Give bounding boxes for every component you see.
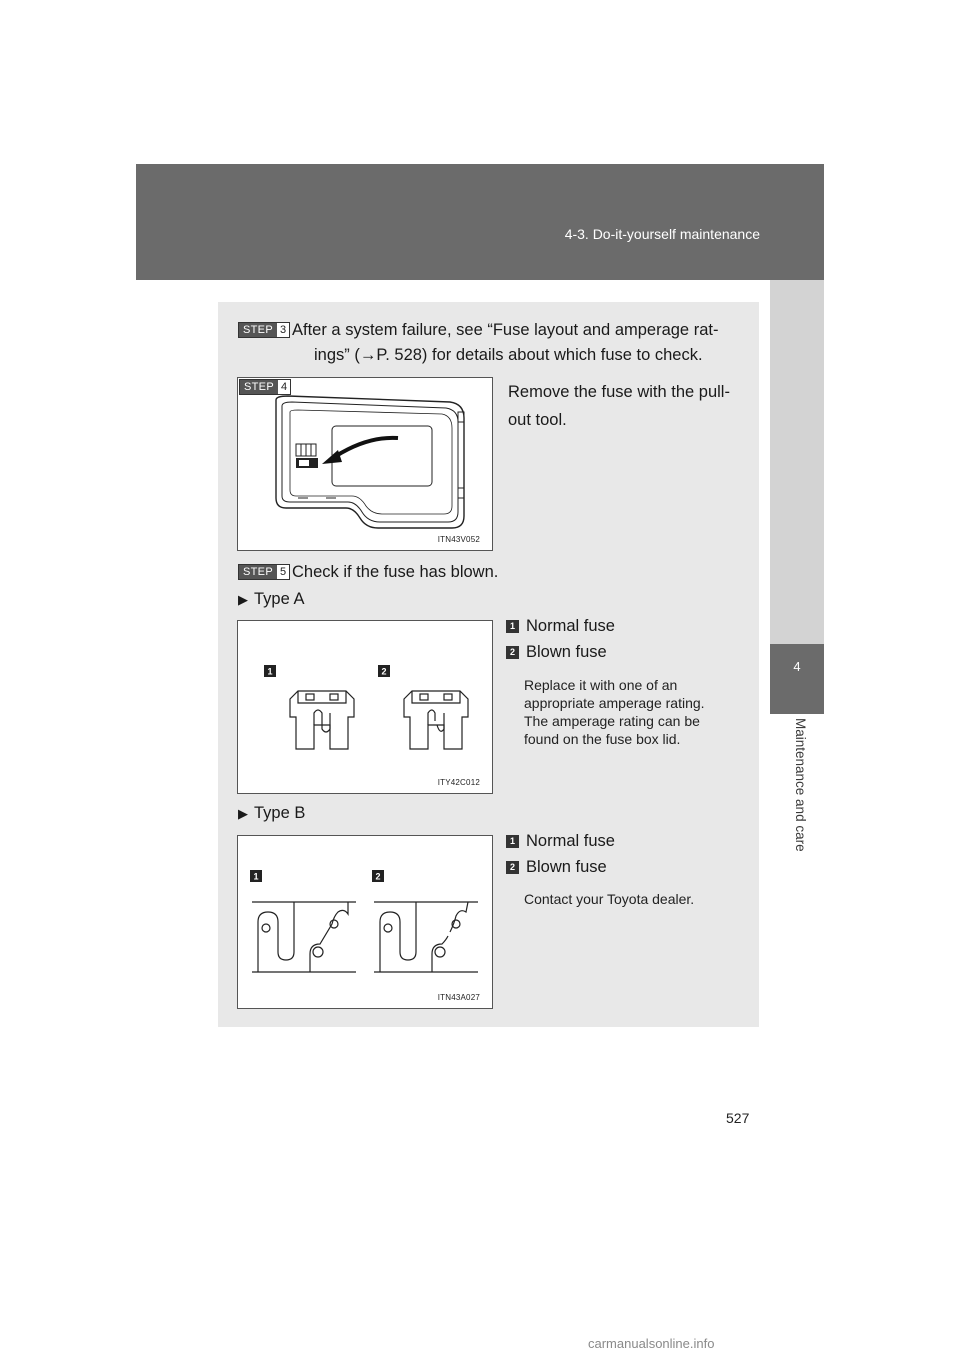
blown-fuse <box>404 691 468 749</box>
step-3-badge: STEP 3 <box>238 322 290 338</box>
item-badge-1: 1 <box>506 835 519 848</box>
side-tab-label: Maintenance and care <box>793 718 808 852</box>
type-b-normal-fuse: Normal fuse <box>526 832 615 850</box>
type-a-note: Replace it with one of an appropriate amperage rating. The amperage rating can be found on the fuse box lid. <box>524 677 705 747</box>
type-a-fuse-figure <box>237 620 493 794</box>
type-b-heading: ▶ Type B <box>238 804 306 822</box>
svg-text:2: 2 <box>381 666 387 677</box>
side-tab-number: 4 <box>770 644 824 714</box>
step-4-text: Remove the fuse with the pull- out tool. <box>508 383 730 429</box>
content-panel <box>218 302 759 1027</box>
type-a-heading: ▶ Type A <box>238 590 305 608</box>
normal-cartridge-fuse <box>252 902 356 972</box>
blown-cartridge-fuse <box>374 902 478 972</box>
normal-fuse <box>290 691 354 749</box>
fuse-box-pullout-tool-illustration <box>238 378 492 550</box>
figure-id: ITY42C012 <box>437 778 480 787</box>
pointer-arrow-icon: ▶ <box>238 806 248 821</box>
page-number: 527 <box>726 1110 750 1126</box>
step-3-text: After a system failure, see “Fuse layout and amperage rat- ings” (→P. 528) for details about which fuse to check. <box>292 321 719 364</box>
item-badge-2: 2 <box>506 646 519 659</box>
cartridge-fuse-illustration <box>238 836 492 1008</box>
type-b-note: Contact your Toyota dealer. <box>524 891 695 907</box>
figure-id: ITN43V052 <box>437 535 480 544</box>
item-badge-1: 1 <box>506 620 519 633</box>
type-b-blown-fuse: Blown fuse <box>526 858 607 876</box>
chapter-header-bar <box>136 164 824 280</box>
item-badge-2: 2 <box>506 861 519 874</box>
blade-fuse-illustration <box>238 621 492 793</box>
figure-id: ITN43A027 <box>437 993 480 1002</box>
watermark: carmanualsonline.info <box>588 1336 715 1351</box>
svg-text:1: 1 <box>267 666 273 677</box>
type-b-fuse-figure <box>237 835 493 1009</box>
section-title: 4-3. Do-it-yourself maintenance <box>564 226 760 242</box>
pointer-arrow-icon: ▶ <box>238 592 248 607</box>
svg-text:1: 1 <box>253 871 259 882</box>
fuse-box-figure <box>237 377 493 551</box>
svg-text:2: 2 <box>375 871 381 882</box>
step-5-badge: STEP 5 <box>238 564 290 580</box>
type-a-normal-fuse: Normal fuse <box>526 617 615 635</box>
step-4-badge: STEP 4 <box>239 379 291 395</box>
type-a-blown-fuse: Blown fuse <box>526 643 607 661</box>
step-5-text: Check if the fuse has blown. <box>292 563 499 581</box>
